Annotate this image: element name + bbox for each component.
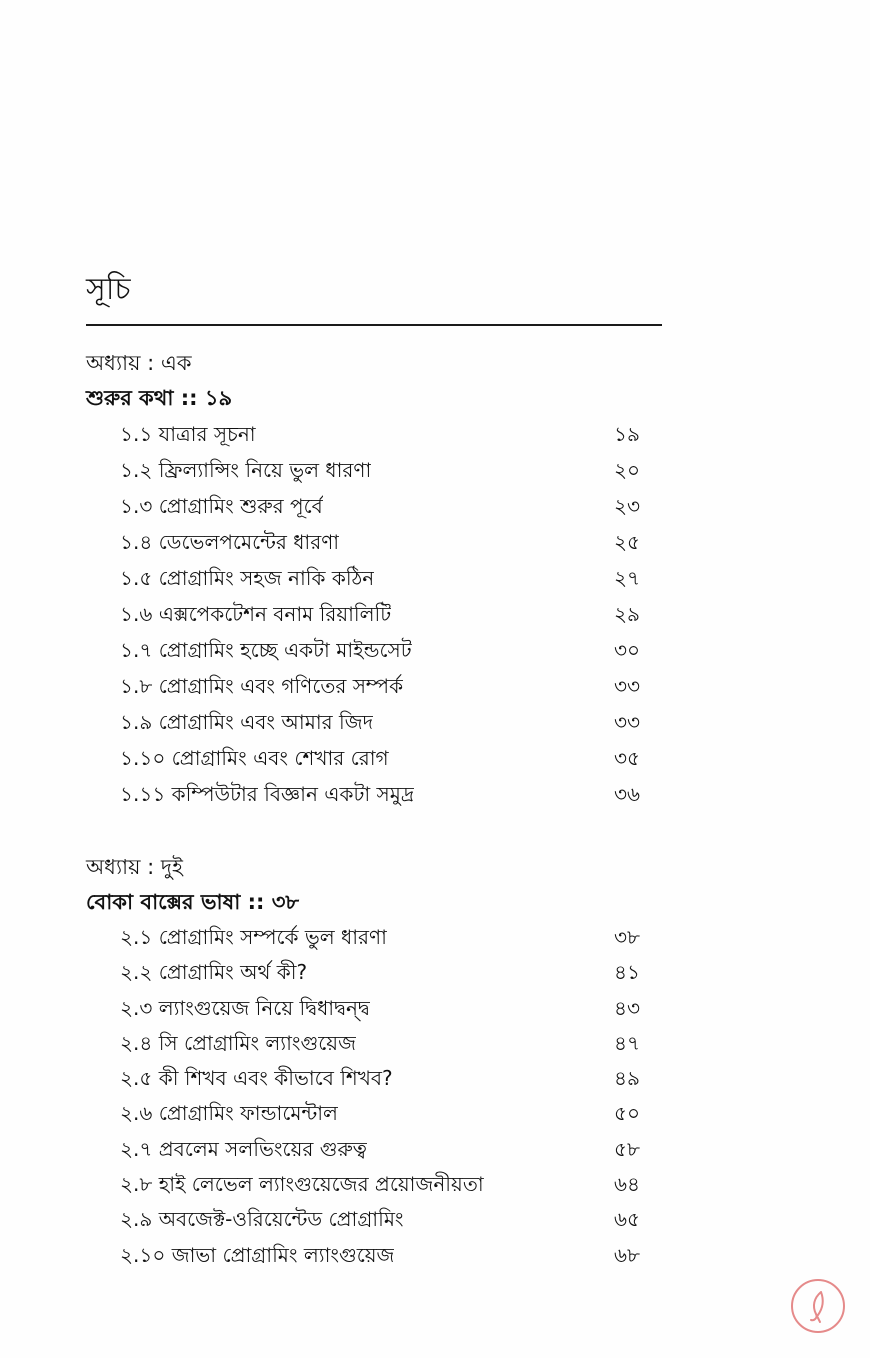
toc-entry	[86, 991, 666, 1026]
toc-entry-list	[86, 416, 666, 812]
entry-page-number: ৩৩	[614, 674, 641, 698]
entry-page-number: ২০	[614, 458, 641, 482]
quill-logo-icon	[790, 1278, 846, 1334]
toc-entry	[86, 596, 666, 632]
toc-entry	[86, 524, 666, 560]
toc-entry	[86, 416, 666, 452]
entry-page-number: ১৯	[614, 422, 640, 446]
toc-entry	[86, 452, 666, 488]
entry-page-number: ২৭	[614, 566, 641, 590]
toc-entry	[86, 668, 666, 704]
toc-entry	[86, 1238, 666, 1273]
entry-page-number: ৪১	[614, 960, 640, 985]
toc-entry	[86, 955, 666, 990]
entry-title: ১.১ যাত্রার সূচনা	[120, 422, 256, 446]
chapter-one	[86, 346, 666, 812]
entry-title: ২.৯ অবজেক্ট-ওরিয়েন্টেড প্রোগ্রামিং	[120, 1207, 404, 1232]
logo-ring	[792, 1280, 844, 1332]
entry-page-number: ৪৩	[614, 995, 640, 1020]
toc-entry	[86, 632, 666, 668]
entry-page-number: ৩৫	[614, 746, 640, 770]
entry-title: ১.৫ প্রোগ্রামিং সহজ নাকি কঠিন	[120, 566, 375, 590]
chapter-heading: শুরুর কথা :: ১৯	[86, 386, 233, 410]
entry-title: ১.৪ ডেভেলপমেন্টের ধারণা	[120, 530, 340, 554]
entry-title: ১.৭ প্রোগ্রামিং হচ্ছে একটা মাইন্ডসেট	[120, 638, 412, 662]
entry-page-number: ৬৫	[614, 1207, 640, 1232]
entry-page-number: ৬৪	[614, 1172, 640, 1197]
toc-entry	[86, 1026, 666, 1061]
title-divider	[86, 324, 662, 326]
toc-entry	[86, 704, 666, 740]
entry-title: ২.১০ জাভা প্রোগ্রামিং ল্যাংগুয়েজ	[120, 1242, 395, 1267]
entry-title: ২.৭ প্রবলেম সলভিংয়ের গুরুত্ব	[120, 1136, 368, 1161]
entry-title: ২.৩ ল্যাংগুয়েজ নিয়ে দ্বিধাদ্বন্দ্ব	[120, 995, 370, 1020]
entry-title: ১.৬ এক্সপেকটেশন বনাম রিয়ালিটি	[120, 602, 392, 626]
chapter-two	[86, 850, 666, 1273]
entry-title: ১.৯ প্রোগ্রামিং এবং আমার জিদ	[120, 710, 374, 734]
entry-title: ১.৩ প্রোগ্রামিং শুরুর পূর্বে	[120, 494, 323, 518]
entry-page-number: ২৩	[614, 494, 641, 518]
toc-entry	[86, 1096, 666, 1131]
entry-title: ১.১০ প্রোগ্রামিং এবং শেখার রোগ	[120, 746, 389, 770]
toc-entry	[86, 920, 666, 955]
entry-page-number: ৫০	[614, 1101, 640, 1126]
entry-page-number: ৫৮	[614, 1136, 640, 1161]
entry-page-number: ৪৯	[614, 1066, 640, 1091]
entry-title: ২.৪ সি প্রোগ্রামিং ল্যাংগুয়েজ	[120, 1030, 356, 1055]
entry-page-number: ৩০	[614, 638, 641, 662]
entry-title: ১.৮ প্রোগ্রামিং এবং গণিতের সম্পর্ক	[120, 674, 404, 698]
entry-title: ২.২ প্রোগ্রামিং অর্থ কী?	[120, 960, 308, 985]
entry-title: ২.৬ প্রোগ্রামিং ফান্ডামেন্টাল	[120, 1101, 338, 1126]
chapter-heading: বোকা বাক্সের ভাষা :: ৩৮	[86, 890, 300, 914]
entry-page-number: ৬৮	[614, 1242, 640, 1267]
entry-title: ২.৮ হাই লেভেল ল্যাংগুয়েজের প্রয়োজনীয়তা	[120, 1172, 484, 1197]
entry-page-number: ২৫	[614, 530, 640, 554]
toc-entry	[86, 776, 666, 812]
entry-title: ২.৫ কী শিখব এবং কীভাবে শিখব?	[120, 1066, 393, 1091]
entry-page-number: ৪৭	[614, 1030, 640, 1055]
toc-entry	[86, 488, 666, 524]
entry-page-number: ৩৬	[614, 782, 641, 806]
entry-page-number: ২৯	[614, 602, 640, 626]
entry-title: ২.১ প্রোগ্রামিং সম্পর্কে ভুল ধারণা	[120, 925, 387, 949]
chapter-label: অধ্যায় : এক	[86, 351, 192, 375]
chapter-label: অধ্যায় : দুই	[86, 855, 183, 879]
toc-entry-list	[86, 920, 666, 1273]
entry-page-number: ৩৮	[614, 925, 640, 949]
toc-entry	[86, 740, 666, 776]
logo-quill	[811, 1292, 823, 1322]
page-title: সূচি	[86, 272, 131, 307]
entry-title: ১.১১ কম্পিউটার বিজ্ঞান একটা সমুদ্র	[120, 782, 415, 806]
toc-entry	[86, 560, 666, 596]
entry-title: ১.২ ফ্রিল্যান্সিং নিয়ে ভুল ধারণা	[120, 458, 372, 482]
toc-entry	[86, 1202, 666, 1237]
toc-entry	[86, 1061, 666, 1096]
toc-entry	[86, 1132, 666, 1167]
toc-entry	[86, 1167, 666, 1202]
entry-page-number: ৩৩	[614, 710, 641, 734]
